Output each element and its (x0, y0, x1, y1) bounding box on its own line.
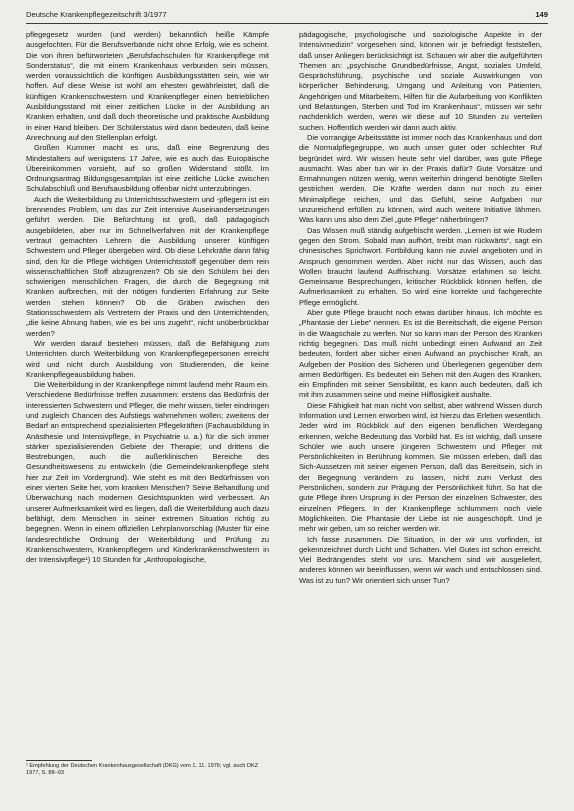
paragraph: Diese Fähigkeit hat man nicht von selbst, aber während Wissen durch Information und Lernen erworben wird, ist hierzu das Erleben wesentlich. Jeder wird im Rückblick auf den eigenen beruflichen Werdegang erkennen, welche Bedeutung das Vorbild hat. Es ist wichtig, daß unsere Schüler wie auch unsere jüngeren Schwestern und Pfleger mit Persönlichkeiten in Berührung kommen. Sie müssen erleben, daß das Sich-Aussetzen mit seiner eigenen Person, daß das Bereitsein, sich in der Begegnung verändern zu lassen, nicht zum Verlust des Persönlichen, sondern zur Prägung der Persönlichkeit führt. So hat die gute Pflege ihren Ursprung in der Person der einzelnen Schwester, des einzelnen Pflegers. In der Krankenpflege schlummern noch viele Möglichkeiten. Die Phantasie der Liebe ist nie ausgeschöpft. Und je mehr wir geben, um so reicher werden wir. (299, 400, 542, 534)
header-rule (26, 23, 548, 24)
paragraph: pädagogische, psychologische und soziologische Aspekte in der Intensivmedizin“ vorgesehen sind, können wir je befriedigt feststellen, daß unser Anliegen berücksichtigt ist. Schauen wir aber die aufgeführten Themen an: „psychische Grundbedürfnisse, Angst, soziales Umfeld, Gesprächsführung, psychische und soziale Auswirkungen von körperlicher Behinderung, Umgang und Anleitung von Patienten, Angehörigen und Mitarbeitern, Hilfen für die Aufarbeitung von Konflikten und Belastungen, Sterben und Tod im Krankenhaus“, müssen wir sehr nachdenklich werden, wenn wir diese auf 10 Stunden zu verteilen suchen. Hoffentlich werden wir dann auch aktiv. (299, 30, 542, 132)
paragraph: Auch die Weiterbildung zu Unterrichtsschwestern und -pflegern ist ein brennendes Problem, um das zur Zeit intensive Auseinandersetzungen geführt werden. Die Befürchtung ist groß, daß pädagogisch ausgebildeten, aber nur im Schnellverfahren mit der Krankenpflege vertraut gemachten Lehrern die Ausbildung unserer künftigen Schwestern und Pfleger übergeben wird. Ob diese Lehrkräfte dann fähig sind, den für die Pflege wichtigen Unterrichtsstoff gegenüber dem rein wissenschaftlichen Stoff abzugrenzen? Ob sie den Schülern bei den schwierigen menschlichen Fragen, die durch die Begegnung mit Kranken aufbrechen, mit der nötigen fundierten Erfahrung zur Seite werden stehen können? Ob die Gräben zwischen den Stationsschwestern als Vertretern der Praxis und den Unterrichtenden, „die keine Ahnung haben, wie es bei uns zugeht“, nicht unüberbrückbar werden? (26, 194, 269, 338)
page-number: 149 (535, 10, 548, 19)
paragraph: pflegegesetz wurden (und werden) bekanntlich heiße Kämpfe ausgefochten. Für die Berufsverbände nicht ohne Erfolg, wie es scheint. Die von ihren befürworteten „Berufsfachschulen für Krankenpflege mit Sonderstatus“, die mit einem Krankenhaus verbunden sein müssen, werden voraussichtlich die künftigen Ausbildungsstätten sein, wie wir hoffen. Auf diese Weise ist wohl am ehesten gewährleistet, daß die künftigen Krankenschwestern und Krankenpfleger einen betrieblichen Ausbildungsstand mit einer zeitlichen Lücke in der Ausbildung an Kranken erhalten, und daß doch theoretische und praktische Ausbildung in einer Hand bleiben. Der Schülerstatus wird dann bedeuten, daß keine Anrechnung auf den Stellenplan erfolgt. (26, 30, 269, 142)
journal-title: Deutsche Krankenpflegezeitschrift 3/1977 (26, 10, 167, 19)
paragraph: Die Weiterbildung in der Krankenpflege nimmt laufend mehr Raum ein. Verschiedene Bedürfnisse treffen zusammen: erstens das Bedürfnis der interessierten Schwestern und Pfleger, die mehr wissen, tiefer eindringen und zugleich Chancen des Aufstiegs wahrnehmen wollen; zweitens der Bedarf an entsprechend spezialisierten Pflegekräften (Fachausbildung in Anästhesie und Intensivpflege, in Psychiatrie u. a.) für die sich immer stärker spezialisierenden Gebiete der Therapie; und drittens die Bestrebungen, auch die außerklinischen Bereiche des Gesundheitswesens zu entwickeln (die Gemeindekrankenpflege steht hier zur Zeit im Vordergrund). Wie steht es mit den Bedürfnissen von einer vierten Seite her, vom kranken Menschen? Seine Behandlung und Überwachung nach modernen Gesichtspunkten wird verbessert. An unserer Aufmerksamkeit wird es liegen, daß die Weiterbildung auch dazu befähigt, dem Menschen in seiner extremen Situation richtig zu begegnen. Wenn in einem offiziellen Lehrplanvorschlag (Muster für eine landesrechtliche Ordnung der Weiterbildung und Prüfung zu Krankenschwestern, Krankenpflegern und Kinderkrankenschwestern in der Intensivpflege¹) 10 Stunden für „Anthropologische, (26, 380, 269, 565)
right-column (299, 30, 542, 795)
paragraph: Aber gute Pflege braucht noch etwas darüber hinaus. Ich möchte es „Phantasie der Liebe“ nennen. Es ist die Bereitschaft, die eigene Person in die Waagschale zu werfen. Nur so kann man der Person des Kranken richtig begegnen. Das muß nicht unbedingt einen Aufwand an Zeit bedeuten, fordert aber sicher einen Aufwand an psychischer Kraft, an Aufgeben der Position des Sicheren und Überlegenen gegenüber dem armen Bedürftigen. Es bedeutet ein Sehen mit den Augen des Kranken, ein Empfinden mit seiner Sensibilität, es kann auch bedeuten, daß ich mit ihm zusammen seine und meine Hilflosigkeit aushalte. (299, 308, 542, 400)
paragraph: Großen Kummer macht es uns, daß eine Begrenzung des Mindestalters auf wenigstens 17 Jahre, wie es auch das Europäische Übereinkommen vorsieht, auf so großen Widerstand stößt. Im Ordnungsantrag Bildungsgesamtplan ist eine zeitliche Lücke zwischen Schulabschluß und Berufsausbildung offenbar nicht unterzubringen. (26, 143, 269, 194)
footnote-rule (26, 760, 92, 761)
paragraph: Das Wissen muß ständig aufgefrischt werden. „Lernen ist wie Rudern gegen den Strom. Sobald man aufhört, treibt man rückwärts“, sagt ein chinesisches Sprichwort. Fortbildung kann nie zuviel angeboten und in Anspruch genommen werden. Aber nicht nur das Wissen, auch das Wollen braucht laufend Auffrischung. Vorsätze erlahmen so leicht. Gemeinsame Besprechungen, kritischer Rückblick können helfen, die Aufmerksamkeit zu erhalten. So wird eine korrekte und fachgerechte Pflege ermöglicht. (299, 225, 542, 307)
running-header (26, 8, 548, 22)
footnote: ¹ Empfehlung der Deutschen Krankenhausgesellschaft (DKG) vom 1. 11. 1976; vgl. auch DKZ 1977, S. 88–93 (26, 763, 259, 776)
left-column (26, 30, 269, 758)
paragraph: Wir werden darauf bestehen müssen, daß die Befähigung zum Unterrichten durch Weiterbildung von Krankenpflegepersonen erreicht wird und nicht durch Ausbildung von Studierenden, die keine Krankenpflegeausbildung haben. (26, 338, 269, 379)
paragraph: Ich fasse zusammen. Die Situation, in der wir uns vorfinden, ist gekennzeichnet durch Licht und Schatten. Viel Gutes ist schon erreicht. Viel Bedrängendes steht vor uns. Manchem sind wir ausgeliefert, anderes können wir beeinflussen, wenn wir wach und entschlossen sind. Was ist zu tun? Wir orientiert sich unser Tun? (299, 534, 542, 585)
paragraph: Die vorrangige Arbeitsstätte ist immer noch das Krankenhaus und dort die Normalpflegegruppe, wo auch unser guter oder schlechter Ruf begründet wird. Wir wissen heute sehr viel darüber, was gute Pflege ausmacht. Was aber tun wir in der Praxis dafür? Gute Vorsätze und Ermahnungen nützen wenig, wenn weiterhin dringend benötigte Stellen gestrichen werden. Die Kräfte werden dann nur noch zu einer Minimalpflege reichen, und das Gefühl, seine Aufgaben nur unzureichend erfüllen zu können, wird auch weitere Initiative lähmen. Was kann uns also dem Ziel „gute Pflege“ näherbringen? (299, 132, 542, 225)
